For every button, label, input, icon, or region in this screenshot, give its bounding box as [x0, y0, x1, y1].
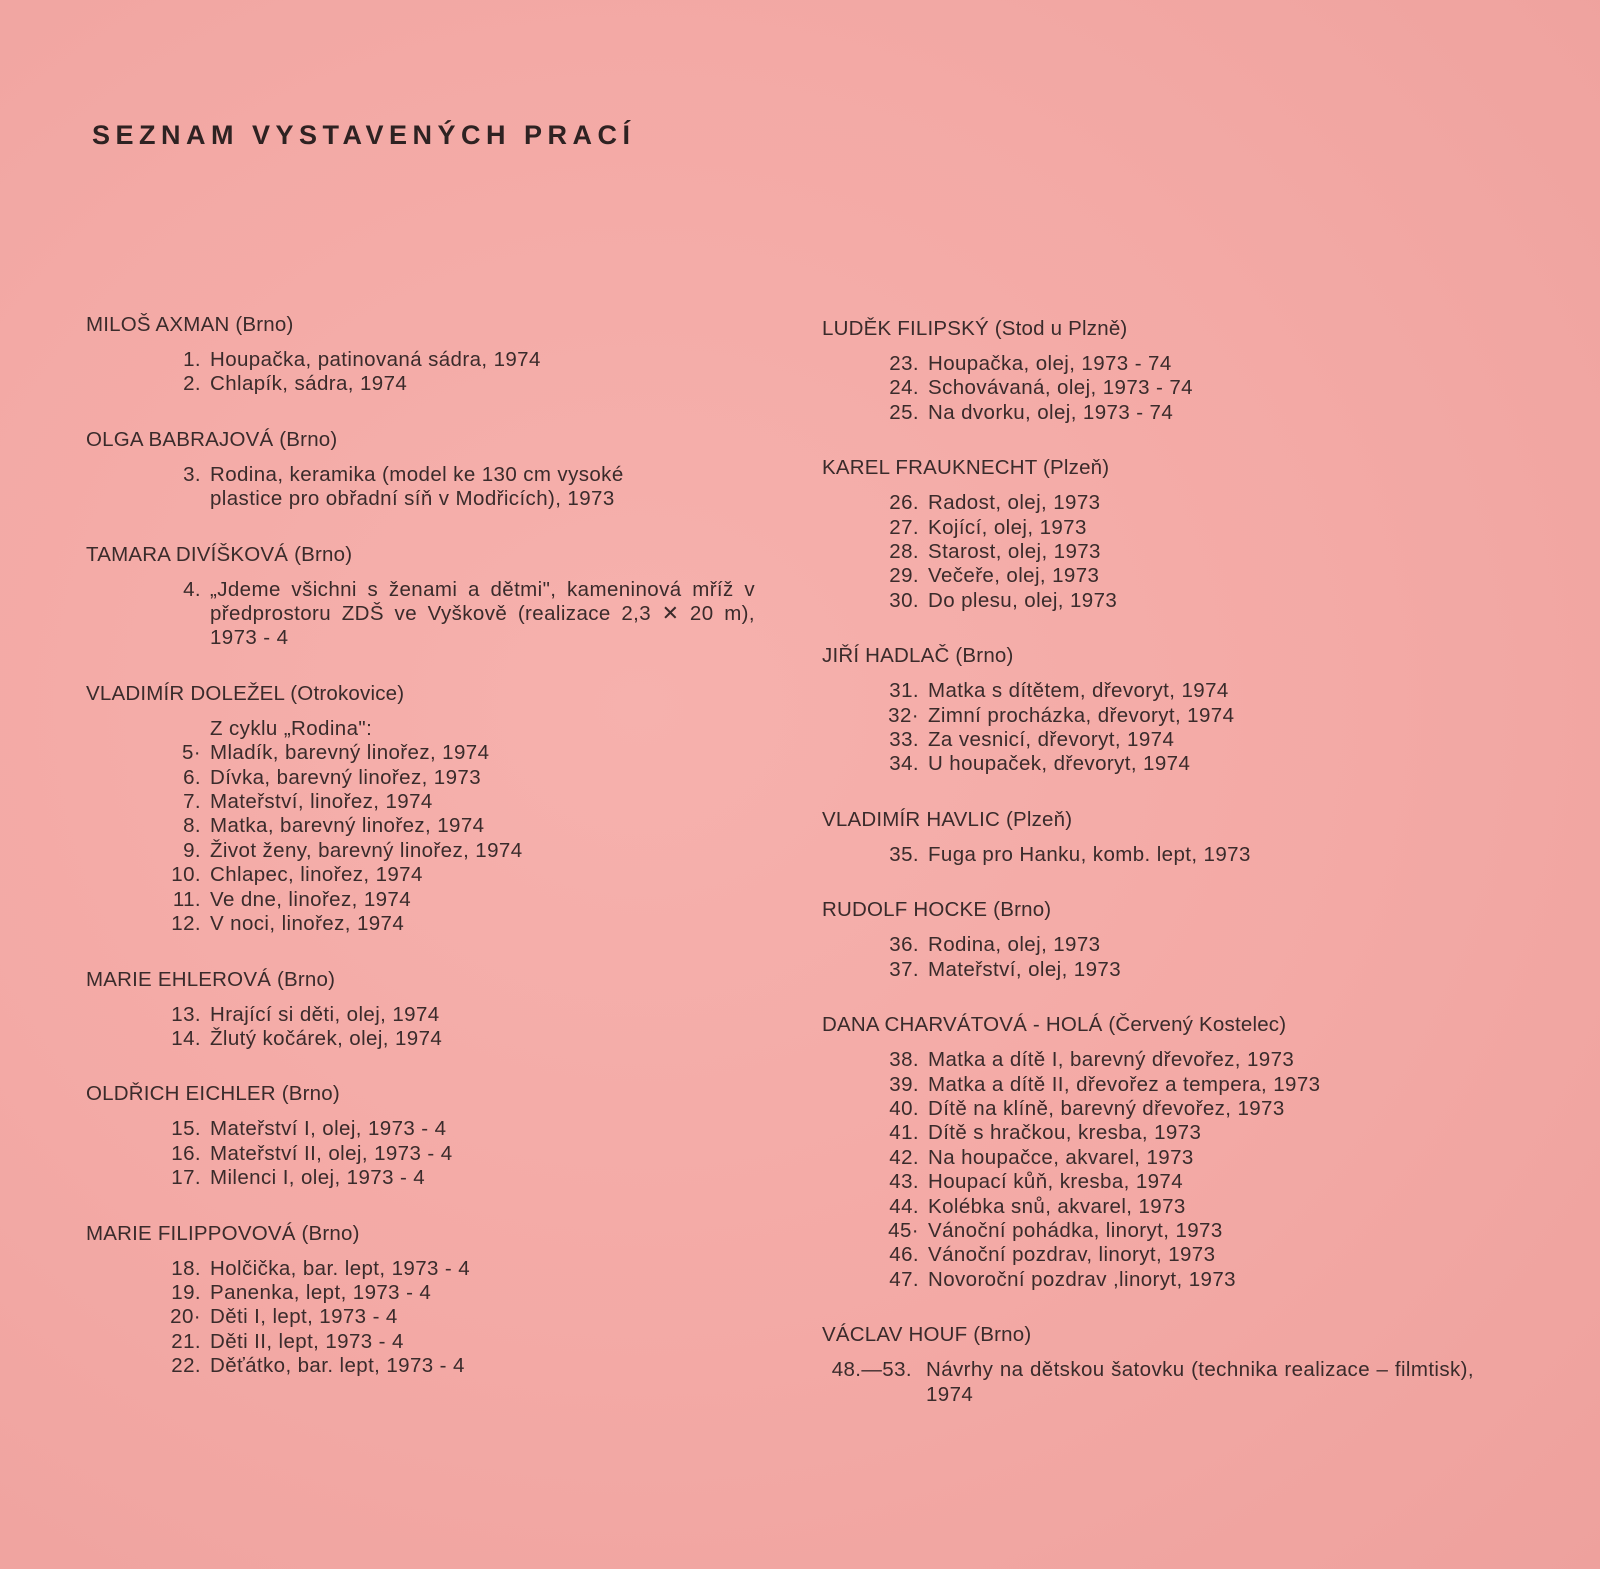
works-list: [86, 741, 766, 936]
work-number: 44.: [889, 1194, 919, 1218]
artist-entry: [86, 1221, 766, 1379]
work-title: Večeře, olej, 1973: [928, 564, 1100, 588]
work-item: [822, 679, 1502, 703]
work-number: 14.: [171, 1026, 201, 1050]
work-number: 1.: [183, 348, 201, 371]
works-list: [822, 352, 1502, 425]
work-item: [822, 933, 1502, 957]
work-title: Za vesnicí, dřevoryt, 1974: [928, 728, 1175, 752]
work-number: 46.: [889, 1243, 919, 1267]
work-title: Houpačka, olej, 1973 - 74: [928, 352, 1172, 375]
work-title: Děťátko, bar. lept, 1973 - 4: [210, 1354, 465, 1378]
work-number: 39.: [889, 1072, 919, 1096]
work-title: Dívka, barevný linořez, 1973: [210, 765, 482, 789]
artist-entry: [822, 455, 1502, 613]
artist-entry: [86, 967, 766, 1052]
work-title: Děti I, lept, 1973 - 4: [210, 1305, 398, 1329]
work-title: Rodina, olej, 1973: [928, 933, 1101, 957]
work-number: 42.: [889, 1145, 919, 1169]
work-number: 12.: [171, 912, 201, 936]
work-item: [822, 1219, 1502, 1243]
work-title: Houpací kůň, kresba, 1974: [928, 1170, 1184, 1194]
artist-name: JIŘÍ HADLAČ (Brno): [822, 644, 1014, 668]
works-list: [822, 843, 1502, 867]
work-item: [822, 376, 1502, 400]
artist-entry: [822, 643, 1502, 777]
page-title: SEZNAM VYSTAVENÝCH PRACÍ: [92, 120, 636, 150]
work-number: 20·: [170, 1305, 201, 1329]
artist-entry: [822, 1012, 1502, 1292]
artist-name: MILOŠ AXMAN (Brno): [86, 313, 294, 336]
work-item: [822, 958, 1502, 982]
work-title: U houpaček, dřevoryt, 1974: [928, 752, 1191, 776]
work-title: Matka s dítětem, dřevoryt, 1974: [928, 679, 1229, 703]
work-title: Zimní procházka, dřevoryt, 1974: [928, 703, 1235, 727]
artist-name: TAMARA DIVÍŠKOVÁ (Brno): [86, 542, 353, 566]
work-title: Vánoční pozdrav, linoryt, 1973: [928, 1243, 1216, 1267]
work-item: [822, 752, 1502, 776]
work-item: [86, 1354, 766, 1378]
work-number: 13.: [171, 1002, 201, 1026]
work-title: Děti II, lept, 1973 - 4: [210, 1329, 404, 1353]
work-title: Milenci I, olej, 1973 - 4: [210, 1166, 426, 1190]
work-number: 31.: [889, 679, 919, 703]
work-item: [822, 1097, 1502, 1121]
work-title: Houpačka, patinovaná sádra, 1974: [210, 348, 541, 371]
work-item: [822, 564, 1502, 588]
work-item: [86, 1027, 766, 1051]
work-title: Ve dne, linořez, 1974: [210, 887, 412, 911]
work-item: [86, 839, 766, 863]
work-title: Na houpačce, akvarel, 1973: [928, 1145, 1194, 1169]
work-number: 28.: [889, 540, 919, 564]
work-item: [822, 401, 1502, 425]
work-item: [86, 766, 766, 790]
artist-name: OLGA BABRAJOVÁ (Brno): [86, 427, 338, 451]
work-number: 22.: [171, 1354, 201, 1378]
work-number: 48.—53.: [831, 1358, 912, 1382]
work-number: 34.: [889, 752, 919, 776]
work-item: [822, 1268, 1502, 1292]
artist-entry: [822, 807, 1502, 867]
artist-entry: [86, 427, 766, 512]
artist-entry: [822, 897, 1502, 982]
artist-entry: [86, 542, 766, 651]
works-list: [86, 1003, 766, 1052]
work-item: [822, 540, 1502, 564]
work-item: [86, 1142, 766, 1166]
artist-name: VLADIMÍR DOLEŽEL (Otrokovice): [86, 681, 405, 705]
work-item: [86, 912, 766, 936]
work-item: [86, 348, 766, 372]
work-item: [822, 704, 1502, 728]
work-title: V noci, linořez, 1974: [210, 912, 405, 936]
work-item: [822, 1358, 1502, 1407]
work-number: 37.: [889, 957, 919, 981]
work-item: [86, 1330, 766, 1354]
work-item: [822, 491, 1502, 515]
work-title: Matka a dítě II, dřevořez a tempera, 1973: [928, 1072, 1321, 1096]
work-title: Kojící, olej, 1973: [928, 515, 1087, 539]
work-number: 33.: [889, 728, 919, 752]
work-number: 32·: [888, 703, 919, 727]
work-number: 7.: [183, 790, 201, 814]
work-title: Starost, olej, 1973: [928, 540, 1101, 564]
artist-name: DANA CHARVÁTOVÁ - HOLÁ (Červený Kostelec): [822, 1013, 1287, 1037]
artist-name: VÁCLAV HOUF (Brno): [822, 1323, 1032, 1347]
work-title: Mladík, barevný linořez, 1974: [210, 741, 490, 765]
left-column: [86, 312, 766, 1409]
work-title: Návrhy na dětskou šatovku (technika realizace – filmtisk), 1974: [926, 1358, 1474, 1406]
work-title: Fuga pro Hanku, komb. lept, 1973: [928, 842, 1251, 866]
works-list: [86, 578, 766, 651]
works-list: [86, 1117, 766, 1190]
work-title: Rodina, keramika (model ke 130 cm vysoké plastice pro obřadní síň v Modřicích), 1973: [210, 462, 624, 511]
work-number: 24.: [889, 376, 919, 400]
work-number: 35.: [889, 842, 919, 866]
work-title: Dítě na klíně, barevný dřevořez, 1973: [928, 1096, 1285, 1120]
work-item: [86, 1117, 766, 1141]
work-item: [86, 578, 766, 651]
work-number: 19.: [171, 1280, 201, 1304]
work-number: 17.: [171, 1166, 201, 1190]
work-item: [822, 1121, 1502, 1145]
work-title: Mateřství, linořez, 1974: [210, 790, 433, 814]
work-number: 11.: [172, 887, 201, 911]
right-column: [822, 316, 1502, 1437]
artist-name: MARIE FILIPPOVOVÁ (Brno): [86, 1221, 360, 1245]
work-number: 4.: [183, 577, 201, 601]
work-number: 29.: [889, 564, 919, 588]
work-title: Do plesu, olej, 1973: [928, 588, 1118, 612]
work-item: [822, 352, 1502, 376]
work-number: 47.: [889, 1267, 919, 1291]
work-title: Radost, olej, 1973: [928, 491, 1101, 515]
work-number: 23.: [889, 352, 919, 375]
work-item: [86, 888, 766, 912]
work-number: 8.: [183, 814, 201, 838]
work-title: Dítě s hračkou, kresba, 1973: [928, 1121, 1202, 1145]
work-number: 38.: [889, 1048, 919, 1072]
work-item: [86, 1003, 766, 1027]
artist-name: RUDOLF HOCKE (Brno): [822, 898, 1052, 922]
works-list: [86, 348, 766, 397]
work-title: Žlutý kočárek, olej, 1974: [210, 1026, 443, 1050]
cycle-title: Z cyklu „Rodina":: [210, 716, 373, 740]
artist-entry: [86, 681, 766, 937]
work-number: 41.: [889, 1121, 919, 1145]
work-number: 5·: [181, 741, 201, 765]
work-item: [822, 728, 1502, 752]
work-title: Kolébka snů, akvarel, 1973: [928, 1194, 1186, 1218]
work-item: [822, 1195, 1502, 1219]
works-list: [822, 491, 1502, 613]
works-list: [822, 1048, 1502, 1292]
artist-entry: [822, 316, 1502, 425]
work-title: Panenka, lept, 1973 - 4: [210, 1280, 432, 1304]
work-number: 2.: [183, 372, 201, 396]
work-number: 16.: [171, 1141, 201, 1165]
work-title: Novoroční pozdrav ,linoryt, 1973: [928, 1267, 1236, 1291]
work-number: 30.: [889, 588, 919, 612]
work-number: 27.: [889, 515, 919, 539]
work-title: Matka a dítě I, barevný dřevořez, 1973: [928, 1048, 1295, 1072]
artist-entry: [822, 1322, 1502, 1407]
work-item: [86, 463, 766, 512]
work-item: [822, 516, 1502, 540]
work-title: Mateřství, olej, 1973: [928, 957, 1121, 981]
work-item: [822, 1048, 1502, 1072]
work-number: 10.: [171, 863, 201, 887]
work-title: Vánoční pohádka, linoryt, 1973: [928, 1218, 1223, 1242]
work-item: [86, 372, 766, 396]
work-title: „Jdeme všichni s ženami a dětmi", kameninová mříž v předprostoru ZDŠ ve Vyškově (realizace 2,3 ✕ 20 m), 1973 - 4: [210, 577, 755, 650]
works-list: [822, 933, 1502, 982]
work-item: [86, 814, 766, 838]
work-title: Schovávaná, olej, 1973 - 74: [928, 376, 1193, 400]
artist-entry: [86, 312, 766, 397]
artist-name: VLADIMÍR HAVLIC (Plzeň): [822, 807, 1073, 831]
work-item: [86, 863, 766, 887]
artist-entry: [86, 1081, 766, 1190]
work-title: Holčička, bar. lept, 1973 - 4: [210, 1256, 471, 1280]
work-number: 45·: [888, 1218, 919, 1242]
work-item: [822, 1073, 1502, 1097]
work-number: 15.: [171, 1117, 201, 1141]
work-title: Hrající si děti, olej, 1974: [210, 1002, 440, 1026]
work-item: [822, 1146, 1502, 1170]
work-item: [822, 589, 1502, 613]
work-number: 3.: [183, 462, 201, 486]
artist-name: OLDŘICH EICHLER (Brno): [86, 1082, 340, 1106]
works-list: [822, 1358, 1502, 1407]
work-item: [822, 843, 1502, 867]
work-title: Chlapík, sádra, 1974: [210, 372, 408, 396]
work-title: Život ženy, barevný linořez, 1974: [210, 838, 523, 862]
work-number: 18.: [171, 1256, 201, 1280]
work-item: [86, 1257, 766, 1281]
work-item: [86, 790, 766, 814]
work-item: [822, 1243, 1502, 1267]
work-number: 9.: [183, 838, 201, 862]
work-number: 21.: [171, 1329, 201, 1353]
works-list: [86, 463, 766, 512]
work-item: [86, 1281, 766, 1305]
work-number: 6.: [183, 765, 201, 789]
work-number: 43.: [889, 1170, 919, 1194]
works-list: [822, 679, 1502, 777]
work-title: Matka, barevný linořez, 1974: [210, 814, 485, 838]
work-title: Chlapec, linořez, 1974: [210, 863, 423, 887]
work-item: [86, 1305, 766, 1329]
work-number: 26.: [889, 491, 919, 515]
work-title: Na dvorku, olej, 1973 - 74: [928, 400, 1174, 424]
artist-name: LUDĚK FILIPSKÝ (Stod u Plzně): [822, 317, 1128, 340]
work-item: [86, 741, 766, 765]
work-number: 25.: [889, 400, 919, 424]
work-title: Mateřství II, olej, 1973 - 4: [210, 1141, 453, 1165]
work-number: 36.: [889, 933, 919, 957]
works-list: [86, 1257, 766, 1379]
work-item: [822, 1170, 1502, 1194]
work-item: [86, 1166, 766, 1190]
work-title: Mateřství I, olej, 1973 - 4: [210, 1117, 447, 1141]
artist-name: MARIE EHLEROVÁ (Brno): [86, 967, 336, 991]
work-number: 40.: [889, 1096, 919, 1120]
artist-name: KAREL FRAUKNECHT (Plzeň): [822, 456, 1110, 480]
